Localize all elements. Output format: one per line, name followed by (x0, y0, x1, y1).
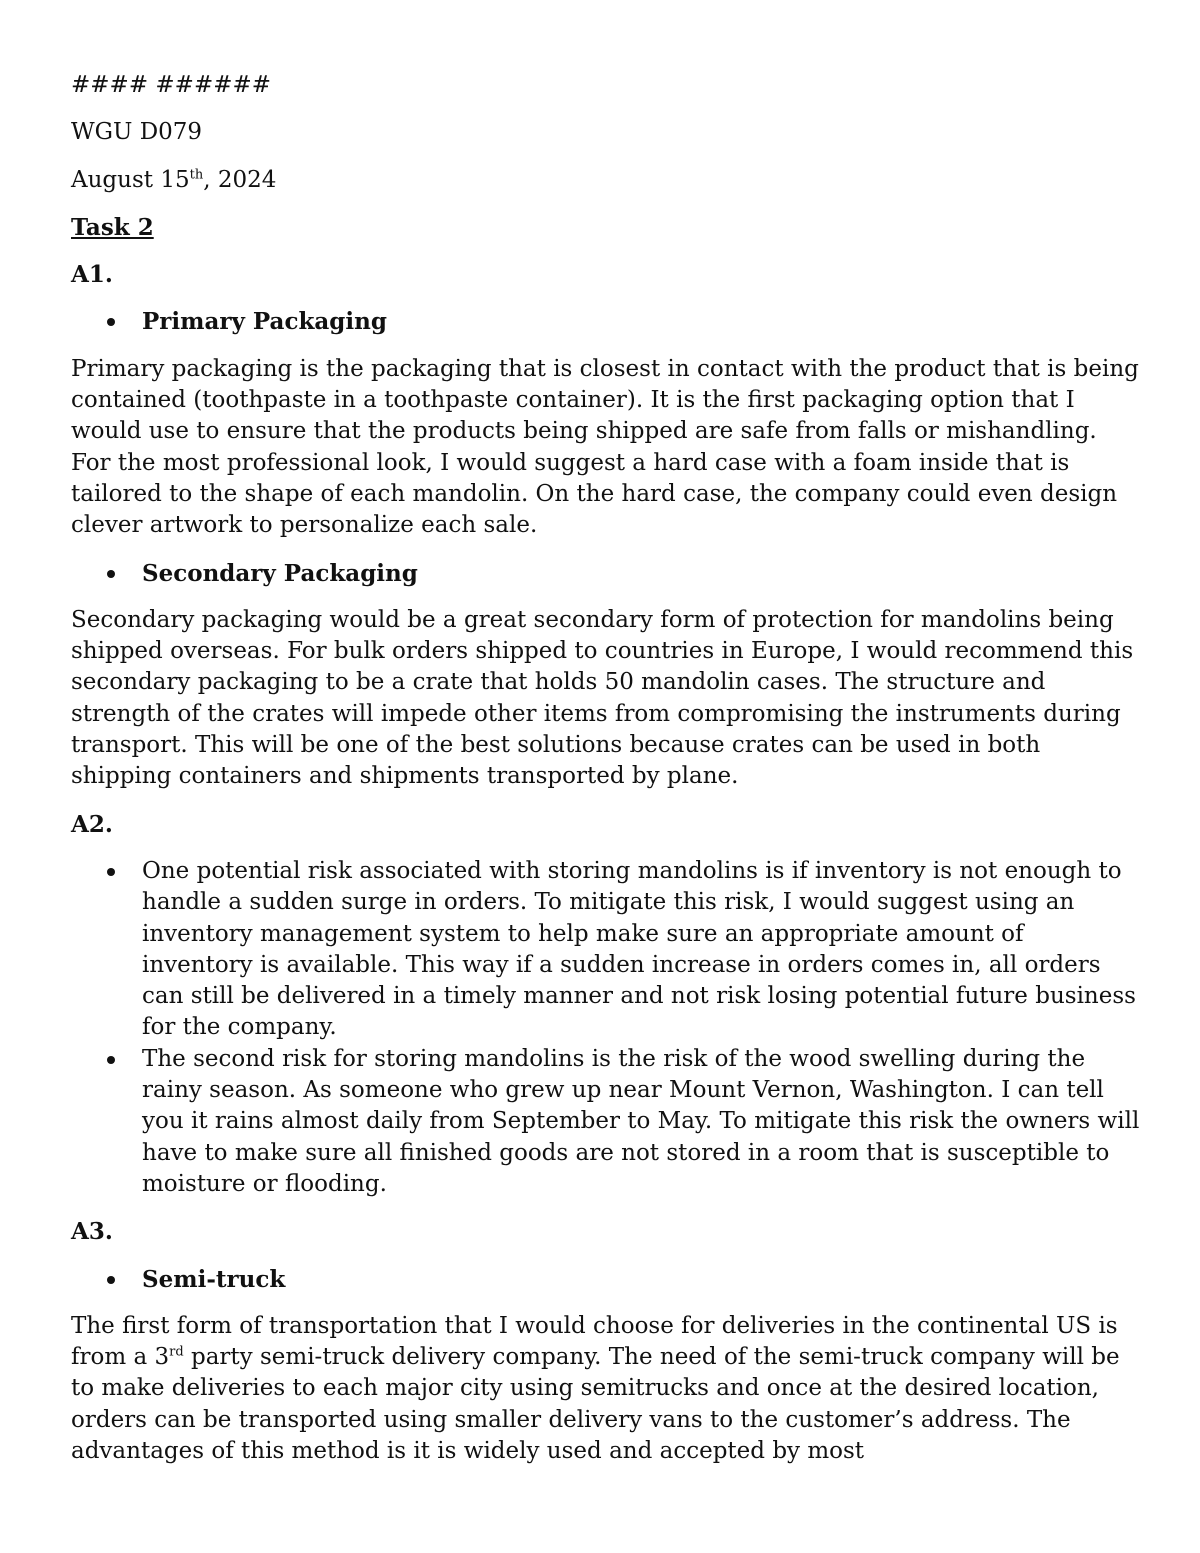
date-line (71, 165, 1141, 196)
section-a2-label: A2. (71, 810, 113, 838)
secondary-packaging-heading: Secondary Packaging (71, 558, 1141, 589)
semi-truck-text-suffix: party semi-truck delivery company. The need of the semi-truck company will be to make deliveries to each major city using semitrucks and once at the desired location, orders can be transported using smaller delivery vans to the customer’s address. The advantages of this method is it is widely used and accepted by most (71, 1344, 1120, 1464)
section-a1-label: A1. (71, 261, 113, 289)
date-prefix: August 15 (71, 166, 190, 193)
semi-truck-text-prefix: The first form of transportation that I would choose for deliveries in the continental US is from a 3 (71, 1312, 1118, 1371)
primary-packaging-heading: Primary Packaging (71, 306, 1141, 337)
a3-transport-list (71, 1264, 1141, 1295)
semi-truck-paragraph (71, 1311, 1141, 1467)
a2-risk-list (71, 856, 1141, 1200)
a1-primary-list (71, 306, 1141, 337)
name-line: #### ###### (71, 72, 272, 98)
date-ordinal: th (189, 166, 204, 182)
date-suffix: , 2024 (203, 166, 277, 193)
secondary-packaging-paragraph: Secondary packaging would be a great secondary form of protection for mandolins being shipped overseas. For bulk orders shipped to countries in Europe, I would recommend this secondary packaging to be a crate that holds 50 mandolin cases. The structure and strength of the crates will impede other items from compromising the instruments during transport. This will be one of the best solutions because crates can be used in both shipping containers and shipments transported by plane. (71, 606, 1134, 790)
section-a3-label: A3. (71, 1218, 113, 1246)
semi-truck-ordinal: rd (169, 1344, 184, 1360)
risk-item-inventory: One potential risk associated with storing mandolins is if inventory is not enough to handle a sudden surge in orders. To mitigate this risk, I would suggest using an inventory management system to help make sure an appropriate amount of inventory is available. This way if a sudden increase in orders comes in, all orders can still be delivered in a timely manner and not risk losing potential future business for the company. (71, 856, 1141, 1044)
risk-item-moisture: The second risk for storing mandolins is the risk of the wood swelling during the rainy season. As someone who grew up near Mount Vernon, Washington. I can tell you it rains almost daily from September to May. To mitigate this risk the owners will have to make sure all finished goods are not stored in a room that is susceptible to moisture or flooding. (71, 1044, 1141, 1200)
semi-truck-heading: Semi-truck (71, 1264, 1141, 1295)
primary-packaging-paragraph: Primary packaging is the packaging that is closest in contact with the product that is being contained (toothpaste in a toothpaste container). It is the first packaging option that I would use to ensure that the products being shipped are safe from falls or mishandling. For the most professional look, I would suggest a hard case with a foam inside that is tailored to the shape of each mandolin. On the hard case, the company could even design clever artwork to personalize each sale. (71, 355, 1139, 539)
a1-secondary-list (71, 558, 1141, 589)
document-page (71, 70, 1141, 1483)
course-line: WGU D079 (71, 119, 203, 146)
task-title: Task 2 (71, 213, 154, 241)
